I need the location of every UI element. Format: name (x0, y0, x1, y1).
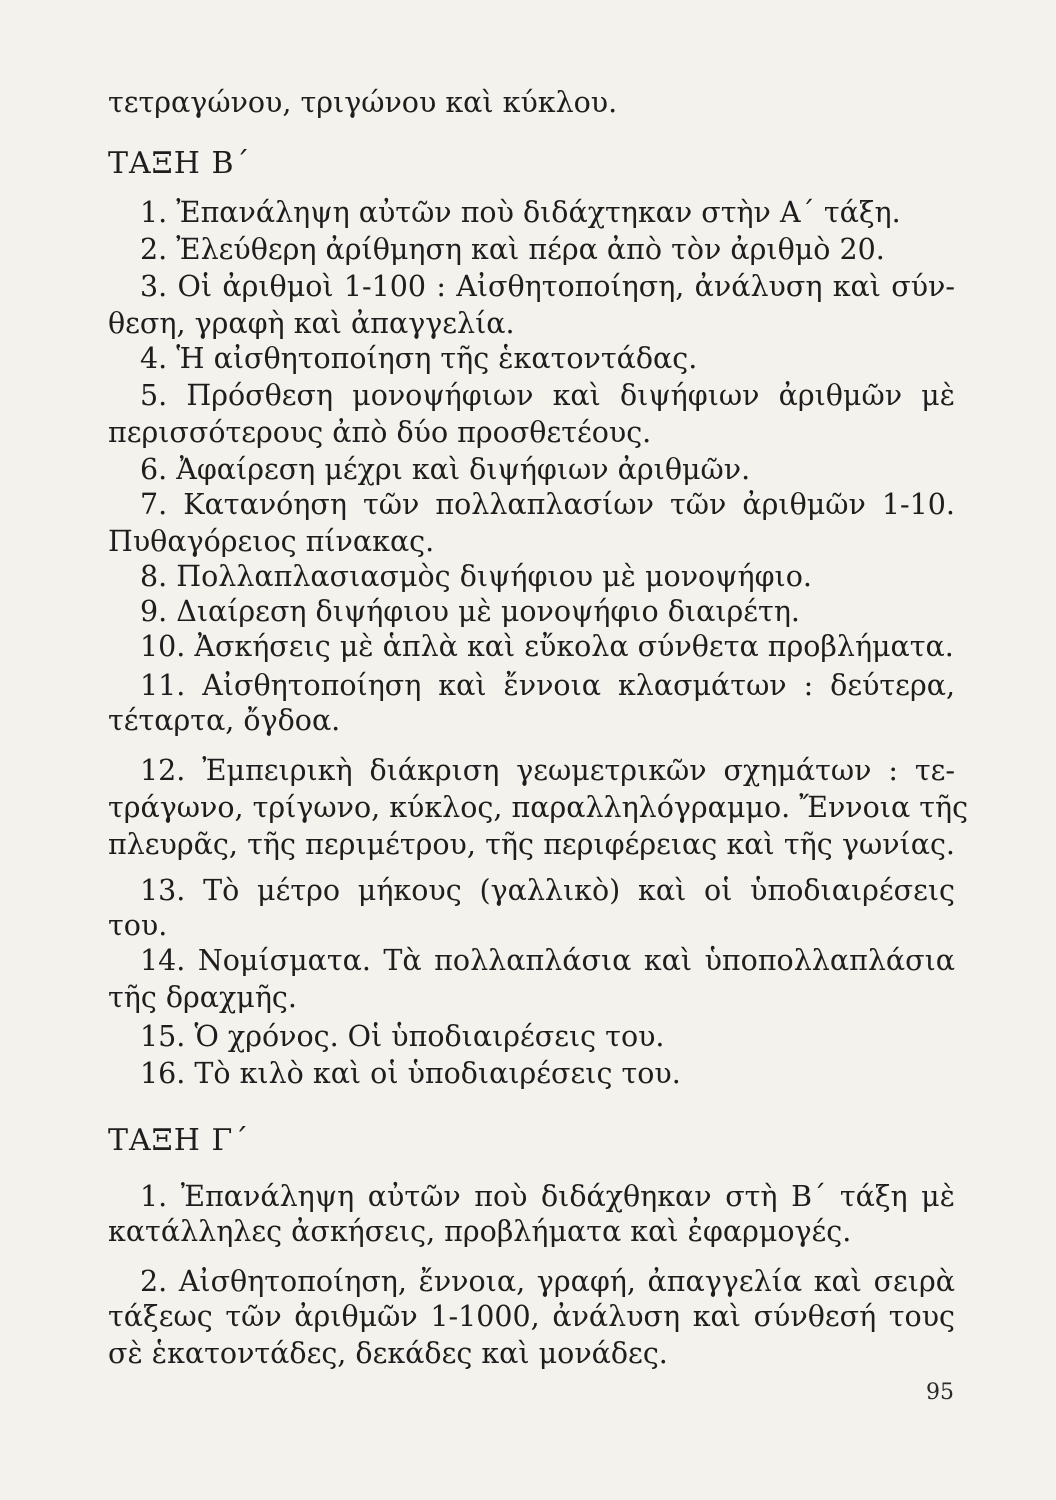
section-b-item-2: 2. Ἐλεύθερη ἀρίθμηση καὶ πέρα ἀπὸ τὸν ἀριθμὸ 20. (140, 233, 885, 266)
section-c-item-1-cont: κατάλληλες ἀσκήσεις, προβλήματα καὶ ἐφαρμογές. (108, 1215, 852, 1248)
section-b-item-5: 5. Πρόσθεση μονοψήφιων καὶ διψήφιων ἀριθμῶν μὲ (140, 379, 955, 412)
section-b-item-14: 14. Νομίσματα. Τὰ πολλαπλάσια καὶ ὑποπολλαπλάσια (140, 944, 955, 977)
section-b-item-11-cont: τέταρτα, ὄγδοα. (108, 704, 341, 737)
section-b-item-15: 15. Ὁ χρόνος. Οἱ ὑποδιαιρέσεις του. (140, 1020, 665, 1053)
section-b-item-14-cont: τῆς δραχμῆς. (108, 981, 297, 1014)
section-b-item-7: 7. Κατανόηση τῶν πολλαπλασίων τῶν ἀριθμῶν 1-10. (140, 488, 955, 521)
section-b-item-1: 1. Ἐπανάληψη αὐτῶν ποὺ διδάχτηκαν στὴν Α΄ τάξη. (140, 196, 901, 229)
page-number: 95 (926, 1380, 954, 1405)
section-b-item-12: 12. Ἐμπειρικὴ διάκριση γεωμετρικῶν σχημάτων : τε- (140, 754, 955, 787)
section-b-heading: ΤΑΞΗ Β΄ (108, 146, 251, 181)
section-b-item-12-cont-2: πλευρᾶς, τῆς περιμέτρου, τῆς περιφέρειας καὶ τῆς γωνίας. (108, 828, 955, 861)
section-b-item-13: 13. Τὸ μέτρο μήκους (γαλλικὸ) καὶ οἱ ὑποδιαιρέσεις (140, 874, 955, 907)
section-b-item-10: 10. Ἀσκήσεις μὲ ἁπλὰ καὶ εὔκολα σύνθετα προβλήματα. (140, 630, 954, 663)
section-b-item-12-cont-1: τράγωνο, τρίγωνο, κύκλος, παραλληλόγραμμο. Ἔννοια τῆς (108, 791, 969, 824)
section-c-item-1: 1. Ἐπανάληψη αὐτῶν ποὺ διδάχθηκαν στὴ Β΄ τάξη μὲ (140, 1180, 955, 1213)
section-b-item-13-cont: του. (108, 909, 168, 942)
intro-tail-line: τετραγώνου, τριγώνου καὶ κύκλου. (108, 86, 618, 119)
section-b-item-7-cont: Πυθαγόρειος πίνακας. (108, 525, 435, 558)
section-b-item-3: 3. Οἱ ἀριθμοὶ 1-100 : Αἰσθητοποίηση, ἀνάλυση καὶ σύν- (140, 270, 955, 303)
section-b-item-5-cont: περισσότερους ἀπὸ δύο προσθετέους. (108, 416, 652, 449)
section-b-item-4: 4. Ἡ αἰσθητοποίηση τῆς ἑκατοντάδας. (140, 342, 698, 375)
section-c-item-2-cont-2: σὲ ἑκατοντάδες, δεκάδες καὶ μονάδες. (108, 1337, 668, 1370)
section-c-item-2-cont-1: τάξεως τῶν ἀριθμῶν 1-1000, ἀνάλυση καὶ σύνθεσή τους (108, 1300, 955, 1333)
section-c-item-2: 2. Αἰσθητοποίηση, ἔννοια, γραφή, ἀπαγγελία καὶ σειρὰ (140, 1265, 955, 1298)
section-b-item-3-cont: θεση, γραφὴ καὶ ἀπαγγελία. (108, 307, 515, 340)
section-b-item-11: 11. Αἰσθητοποίηση καὶ ἔννοια κλασμάτων : δεύτερα, (140, 669, 955, 702)
section-b-item-6: 6. Ἀφαίρεση μέχρι καὶ διψήφιων ἀριθμῶν. (140, 453, 751, 486)
section-b-item-9: 9. Διαίρεση διψήφιου μὲ μονοψήφιο διαιρέτη. (140, 595, 800, 628)
section-b-item-8: 8. Πολλαπλασιασμὸς διψήφιου μὲ μονοψήφιο. (140, 560, 812, 593)
section-c-heading: ΤΑΞΗ Γ΄ (108, 1123, 250, 1158)
section-b-item-16: 16. Τὸ κιλὸ καὶ οἱ ὑποδιαιρέσεις του. (140, 1057, 681, 1090)
